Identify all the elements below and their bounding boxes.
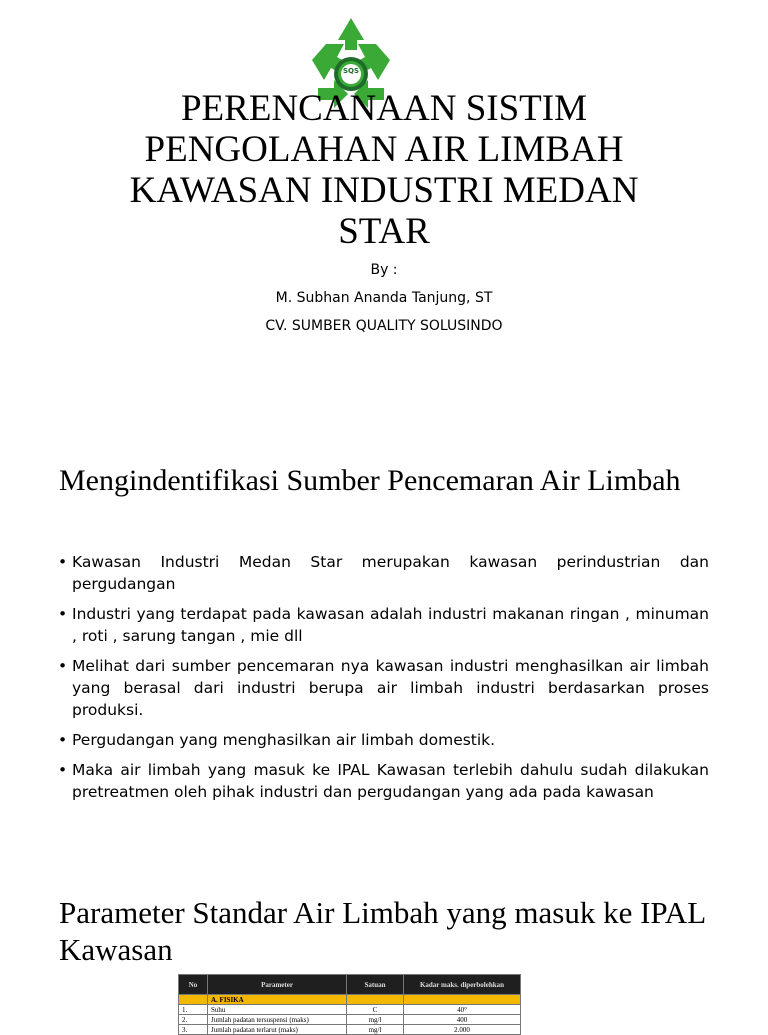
table-cell: Jumlah padatan tersuspensi (maks) bbox=[208, 1015, 347, 1025]
title-slide bbox=[0, 0, 768, 430]
parameter-slide bbox=[0, 860, 768, 1034]
title-line: STAR bbox=[338, 211, 430, 252]
table-cell bbox=[179, 995, 208, 1005]
title-line: PENGOLAHAN AIR LIMBAH bbox=[144, 129, 624, 170]
column-header: No bbox=[179, 975, 208, 995]
table-row bbox=[179, 1025, 521, 1035]
column-header: Satuan bbox=[347, 975, 404, 995]
table-section-row bbox=[179, 995, 521, 1005]
title-line: PERENCANAAN SISTIM bbox=[180, 88, 587, 129]
table-cell: mg/l bbox=[347, 1025, 404, 1035]
by-label: By : bbox=[370, 262, 398, 278]
company-name: CV. SUMBER QUALITY SOLUSINDO bbox=[265, 318, 503, 334]
table-cell: 40° bbox=[404, 1005, 521, 1015]
table-cell bbox=[347, 995, 404, 1005]
list-item: • Kawasan Industri Medan Star merupakan kawasan perindustrian dan pergudangan bbox=[58, 551, 709, 595]
list-item: • Melihat dari sumber pencemaran nya kawasan industri menghasilkan air limbah yang berasal dari industri berupa air limbah industri berdasarkan proses produksi. bbox=[58, 655, 709, 721]
table-cell: 2.000 bbox=[404, 1025, 521, 1035]
table-header-row bbox=[179, 975, 521, 995]
column-header: Parameter bbox=[208, 975, 347, 995]
list-item: • Maka air limbah yang masuk ke IPAL Kawasan terlebih dahulu sudah dilakukan pretreatmen oleh pihak industri dan pergudangan yang ada pada kawasan bbox=[58, 759, 709, 803]
table-cell: mg/l bbox=[347, 1015, 404, 1025]
column-header: Kadar maks. diperbolehkan bbox=[404, 975, 521, 995]
table-cell: 3. bbox=[179, 1025, 208, 1035]
table-cell: 1. bbox=[179, 1005, 208, 1015]
list-item: • Industri yang terdapat pada kawasan adalah industri makanan ringan , minuman , roti , sarung tangan , mie dll bbox=[58, 603, 709, 647]
author-name: M. Subhan Ananda Tanjung, ST bbox=[275, 290, 493, 306]
table-cell: 400 bbox=[404, 1015, 521, 1025]
identification-slide bbox=[0, 430, 768, 860]
table-row bbox=[179, 1005, 521, 1015]
table-cell: 2. bbox=[179, 1015, 208, 1025]
table-cell: Jumlah padatan terlarut (maks) bbox=[208, 1025, 347, 1035]
table-cell: C bbox=[347, 1005, 404, 1015]
list-item: • Pergudangan yang menghasilkan air limbah domestik. bbox=[58, 729, 709, 751]
table-cell bbox=[404, 995, 521, 1005]
table-row bbox=[179, 1015, 521, 1025]
table-section-label: A. FISIKA bbox=[208, 995, 347, 1005]
title-line: KAWASAN INDUSTRI MEDAN bbox=[129, 170, 639, 211]
parameter-table bbox=[178, 974, 521, 1035]
slide-title: Mengindentifikasi Sumber Pencemaran Air Limbah bbox=[59, 464, 681, 497]
page-title bbox=[60, 88, 708, 252]
logo-text: SQS bbox=[342, 67, 360, 75]
table-cell: Suhu bbox=[208, 1005, 347, 1015]
bullet-list bbox=[58, 551, 709, 811]
slide-title: Parameter Standar Air Limbah yang masuk ke IPAL Kawasan bbox=[59, 895, 705, 967]
